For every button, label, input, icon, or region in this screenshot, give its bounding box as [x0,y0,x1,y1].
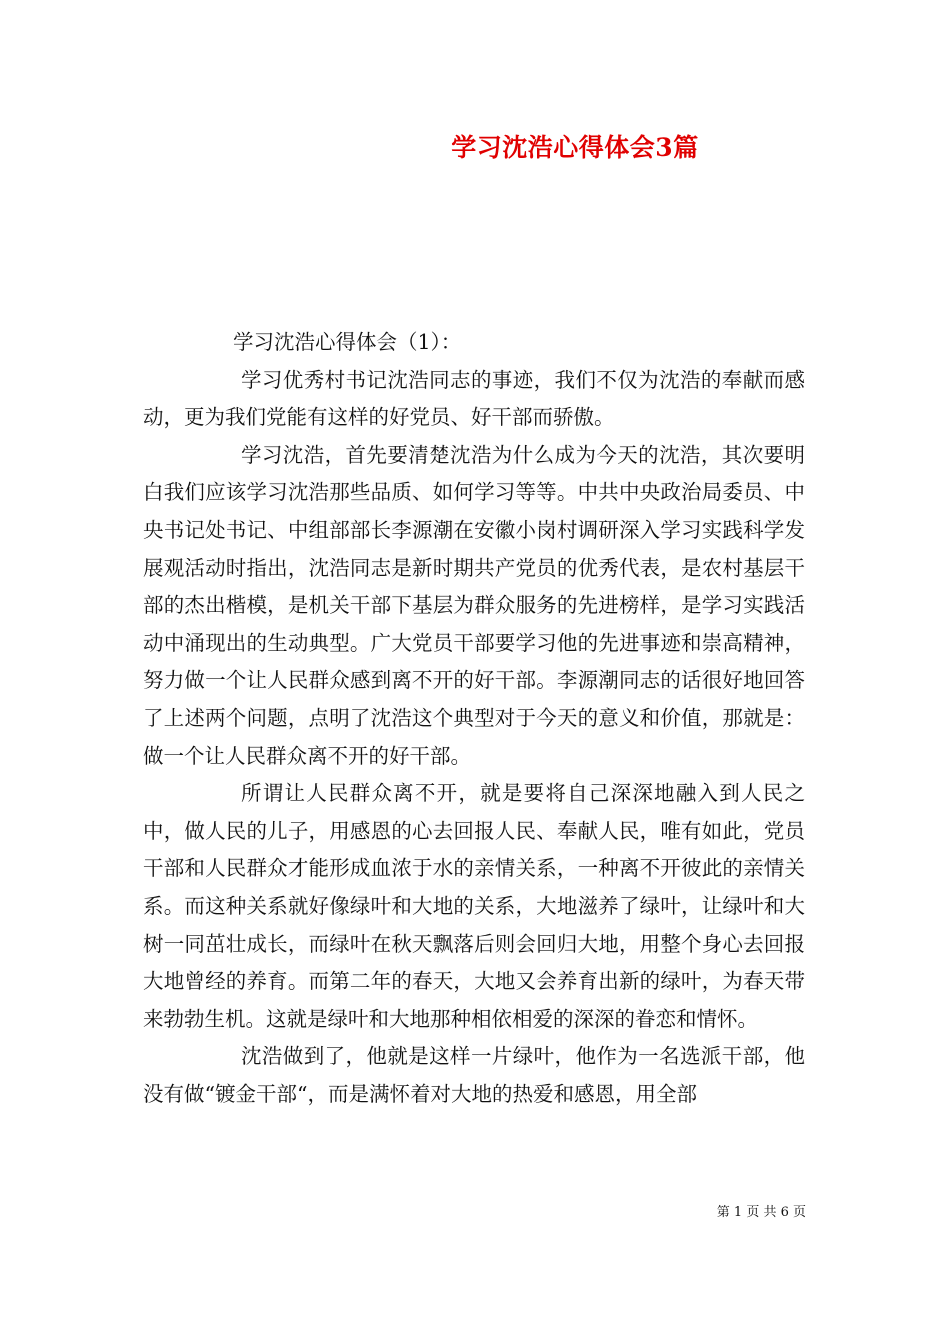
document-body [143,324,805,1113]
document-title: 学习沈浩心得体会3篇 [451,133,699,162]
paragraph-2: 学习沈浩，首先要清楚沈浩为什么成为今天的沈浩，其次要明白我们应该学习沈浩那些品质、如何学习等等。中共中央政治局委员、中央书记处书记、中组部部长李源潮在安徽小岗村调研深入学习实践科学发展观活动时指出，沈浩同志是新时期共产党员的优秀代表，是农村基层干部的杰出楷模，是机关干部下基层为群众服务的先进榜样，是学习实践活动中涌现出的生动典型。广大党员干部要学习他的先进事迹和崇高精神，努力做一个让人民群众感到离不开的好干部。李源潮同志的话很好地回答了上述两个问题，点明了沈浩这个典型对于今天的意义和价值，那就是：做一个让人民群众离不开的好干部。 [143,442,805,768]
section-heading: 学习沈浩心得体会（1）： [233,330,462,354]
paragraph-4: 沈浩做到了，他就是这样一片绿叶，他作为一名选派干部，他没有做“镀金干部“，而是满怀着对大地的热爱和感恩，用全部 [143,1044,805,1106]
paragraph-1: 学习优秀村书记沈浩同志的事迹，我们不仅为沈浩的奉献而感动，更为我们党能有这样的好党员、好干部而骄傲。 [143,367,805,430]
paragraph-3: 所谓让人民群众离不开，就是要将自己深深地融入到人民之中，做人民的儿子，用感恩的心去回报人民、奉献人民，唯有如此，党员干部和人民群众才能形成血浓于水的亲情关系，一种离不开彼此的亲情关系。而这种关系就好像绿叶和大地的关系，大地滋养了绿叶，让绿叶和大树一同茁壮成长，而绿叶在秋天飘落后则会回归大地，用整个身心去回报大地曾经的养育。而第二年的春天，大地又会养育出新的绿叶，为春天带来勃勃生机。这就是绿叶和大地那种相依相爱的深深的眷恋和情怀。 [143,781,805,1031]
page-number-footer: 第 1 页 共 6 页 [716,1205,806,1220]
